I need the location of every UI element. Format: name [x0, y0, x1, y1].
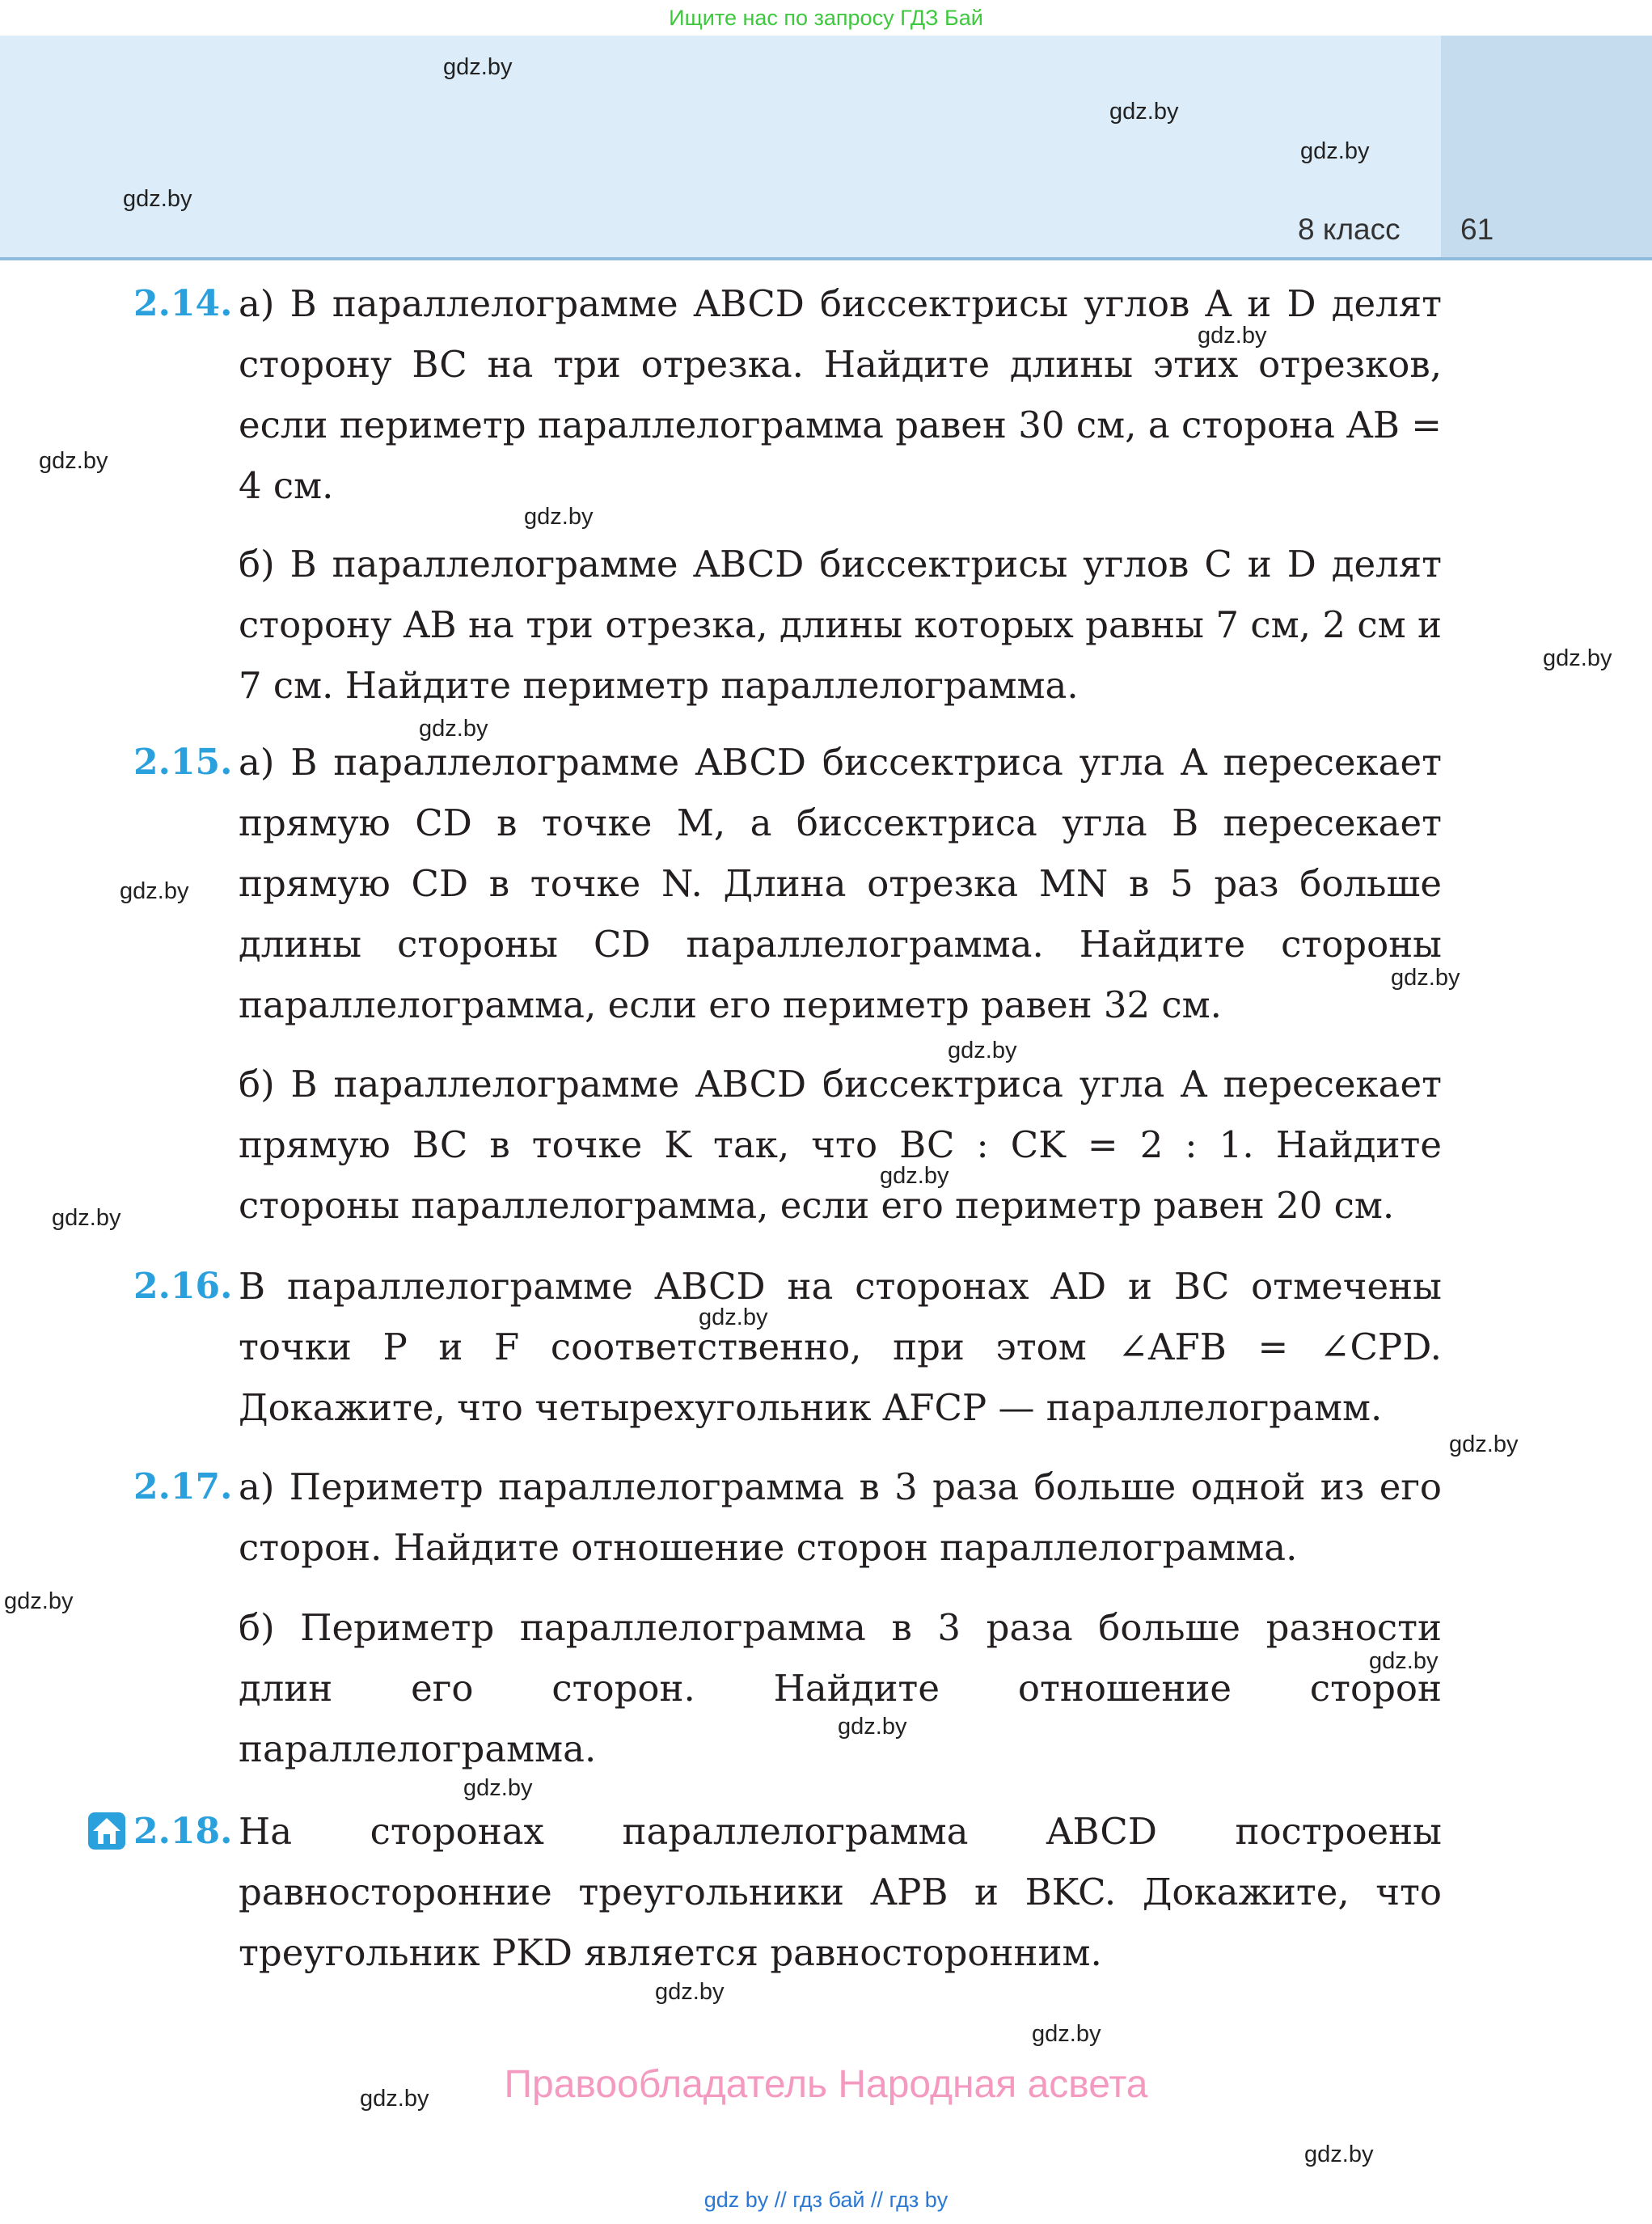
- watermark: gdz.by: [1032, 2021, 1101, 2047]
- watermark: gdz.by: [443, 54, 513, 80]
- task-part-b: б) В параллелограмме ABCD биссектрисы углов C и D делят сторону AB на три отрезка, длины которых равны 7 см, 2 см и 7 см. Найдите периметр параллелограмма.: [239, 543, 1442, 707]
- watermark: gdz.by: [360, 2086, 429, 2112]
- watermark: gdz.by: [52, 1205, 121, 1231]
- watermark: gdz.by: [948, 1038, 1017, 1063]
- watermark: gdz.by: [1391, 965, 1460, 991]
- watermark: gdz.by: [1300, 138, 1370, 164]
- watermark: gdz.by: [120, 878, 189, 904]
- watermark: gdz.by: [123, 186, 192, 212]
- page-number: 61: [1460, 213, 1494, 246]
- watermark: gdz.by: [1449, 1431, 1519, 1457]
- task-part-a: а) В параллелограмме ABCD биссектрисы углов A и D делят сторону BC на три отрезка. Найдите длины этих отрезков, если периметр параллелограмма равен 30 см, а сторона AB = 4 см.: [239, 282, 1442, 507]
- top-banner[interactable]: Ищите нас по запросу ГДЗ Бай: [669, 6, 983, 30]
- home-task-icon: [87, 1812, 126, 1850]
- task-part-a: а) Периметр параллелограмма в 3 раза больше одной из его сторон. Найдите отношение сторон параллелограмма.: [239, 1465, 1442, 1569]
- watermark: gdz.by: [39, 448, 108, 474]
- task-text: На сторонах параллелограмма ABCD построены равносторонние треугольники APB и BKC. Докажите, что треугольник PKD является равносторонним.: [239, 1810, 1442, 1974]
- watermark: gdz.by: [463, 1775, 533, 1801]
- task-number: 2.16.: [133, 1266, 233, 1307]
- watermark: gdz.by: [699, 1304, 768, 1330]
- task-number: 2.14.: [133, 283, 233, 324]
- watermark: gdz.by: [524, 504, 594, 530]
- task-number: 2.17.: [133, 1466, 233, 1507]
- watermark: gdz.by: [838, 1714, 907, 1740]
- header-divider: [0, 257, 1652, 260]
- task-part-b: б) В параллелограмме ABCD биссектриса угла A пересекает прямую BC в точке K так, что BC : CK = 2 : 1. Найдите стороны параллелограмма, если его периметр равен 20 см.: [239, 1063, 1442, 1227]
- copyright-holder: Правообладатель Народная асвета: [504, 2063, 1148, 2106]
- watermark: gdz.by: [1369, 1648, 1439, 1674]
- task-number: 2.15.: [133, 742, 233, 783]
- task-text: В параллелограмме ABCD на сторонах AD и BC отмечены точки P и F соответственно, при этом ∠AFB = ∠CPD. Докажите, что четырехугольник AFCP — параллелограмм.: [239, 1265, 1442, 1429]
- task-part-a: а) В параллелограмме ABCD биссектриса угла A пересекает прямую CD в точке M, а биссектриса угла B пересекает прямую CD в точке N. Длина отрезка MN в 5 раз больше длины стороны CD параллелограмма. Найдите стороны параллелограмма, если его периметр равен 32 см.: [239, 741, 1442, 1026]
- watermark: gdz.by: [419, 716, 488, 742]
- watermark: gdz.by: [1304, 2142, 1374, 2167]
- task-part-b: б) Периметр параллелограмма в 3 раза больше разности длин его сторон. Найдите отношение сторон параллелограмма.: [239, 1606, 1442, 1770]
- watermark: gdz.by: [1198, 323, 1267, 349]
- watermark: gdz.by: [1109, 99, 1179, 125]
- task-number: 2.18.: [133, 1811, 233, 1852]
- header-band: [0, 36, 1441, 257]
- watermark: gdz.by: [1543, 645, 1612, 671]
- grade-label: 8 класс: [1298, 213, 1401, 246]
- watermark: gdz.by: [655, 1979, 725, 2005]
- watermark: gdz.by: [4, 1588, 74, 1614]
- footer-links[interactable]: gdz by // гдз бай // гдз by: [703, 2188, 949, 2212]
- watermark: gdz.by: [880, 1163, 949, 1189]
